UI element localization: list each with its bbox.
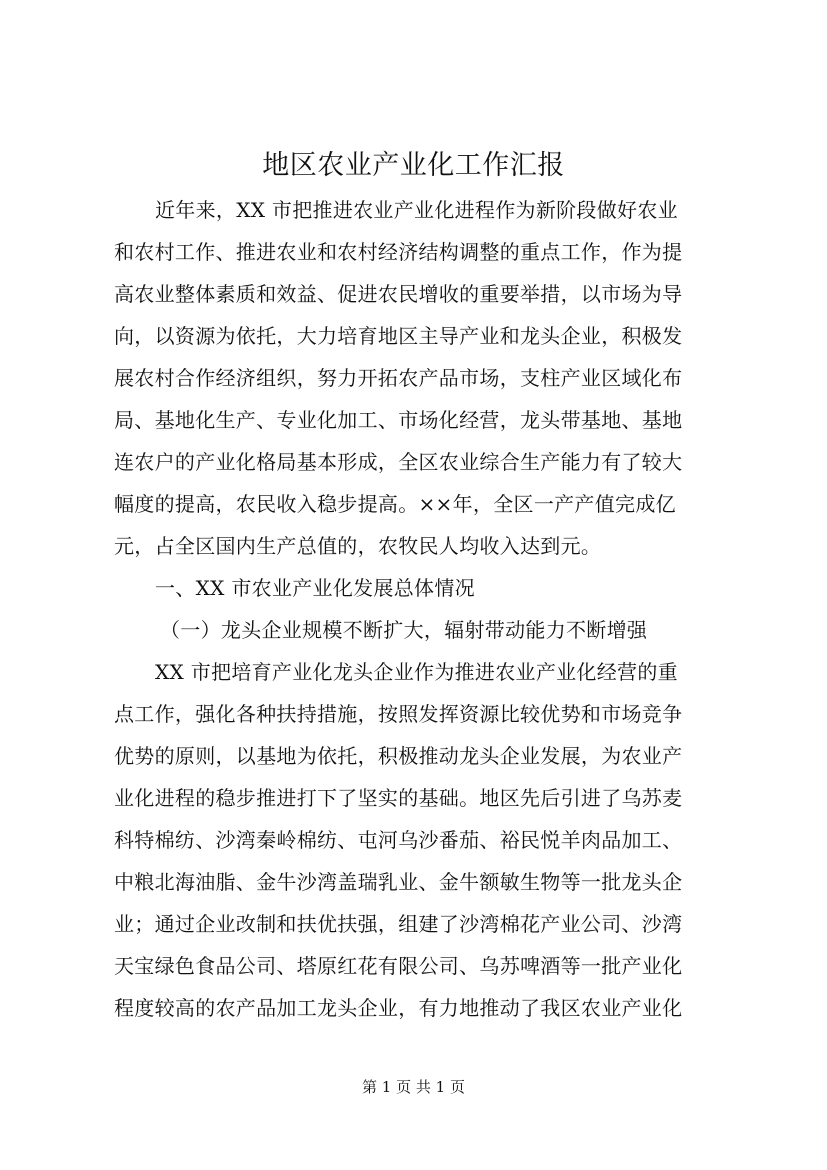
paragraph-line: 程度较高的农产品加工龙头企业，有力地推动了我区农业产业化 (114, 996, 683, 1020)
paragraph-line: 科特棉纺、沙湾秦岭棉纺、屯河乌沙番茄、裕民悦羊肉品加工、 (114, 828, 683, 852)
paragraph-line: 向，以资源为依托，大力培育地区主导产业和龙头企业，积极发 (114, 324, 683, 348)
paragraph-line: 高农业整体素质和效益、促进农民增收的重要举措，以市场为导 (114, 282, 683, 306)
subsection-heading: （一）龙头企业规模不断扩大，辐射带动能力不断增强 (160, 618, 648, 642)
paragraph-line: 优势的原则，以基地为依托，积极推动龙头企业发展，为农业产 (114, 744, 683, 768)
paragraph-line: 连农户的产业化格局基本形成，全区农业综合生产能力有了较大 (114, 450, 683, 474)
paragraph-line: 和农村工作、推进农业和农村经济结构调整的重点工作，作为提 (114, 240, 683, 264)
paragraph-line: 业化进程的稳步推进打下了坚实的基础。地区先后引进了乌苏麦 (114, 786, 683, 810)
paragraph-line: 天宝绿色食品公司、塔原红花有限公司、乌苏啤酒等一批产业化 (114, 954, 683, 978)
paragraph-line: 中粮北海油脂、金牛沙湾盖瑞乳业、金牛额敏生物等一批龙头企 (114, 870, 683, 894)
paragraph-line: 业；通过企业改制和扶优扶强，组建了沙湾棉花产业公司、沙湾 (114, 912, 683, 936)
paragraph-line: 幅度的提高，农民收入稳步提高。××年，全区一产产值完成亿 (114, 492, 676, 516)
paragraph-line: 局、基地化生产、专业化加工、市场化经营，龙头带基地、基地 (114, 408, 683, 432)
paragraph-line: 点工作，强化各种扶持措施，按照发挥资源比较优势和市场竞争 (114, 702, 683, 726)
page-footer: 第 1 页 共 1 页 (362, 1078, 465, 1096)
paragraph-line: 元，占全区国内生产总值的，农牧民人均收入达到元。 (114, 534, 602, 558)
paragraph-line: 展农村合作经济组织，努力开拓农产品市场，支柱产业区域化布 (114, 366, 683, 390)
paragraph-line: XX 市把培育产业化龙头企业作为推进农业产业化经营的重 (155, 660, 678, 684)
section-heading: 一、XX 市农业产业化发展总体情况 (155, 576, 475, 600)
page-title: 地区农业产业化工作汇报 (262, 150, 565, 181)
paragraph-line: 近年来，XX 市把推进农业产业化进程作为新阶段做好农业 (155, 198, 678, 222)
